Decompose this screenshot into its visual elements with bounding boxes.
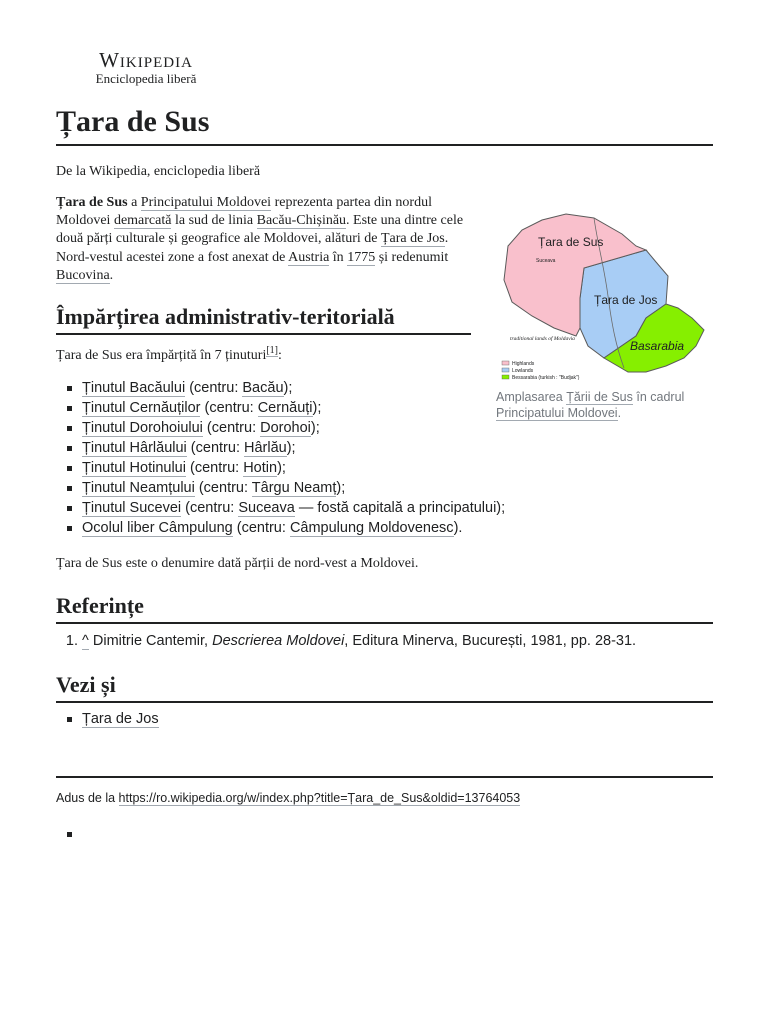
list-item [66,378,505,398]
caption-text: în cadrul [632,390,685,404]
reference-details: , Editura Minerva, București, 1981, pp. 28-31. [344,633,637,649]
item-text: (centru: [194,480,252,496]
item-text: ); [286,440,296,456]
reference-link-1[interactable]: [1] [266,345,278,357]
link-centru[interactable]: Bacău [242,380,284,396]
closing-paragraph: Țara de Sus este o denumire dată părții de nord-vest a Moldovei. [56,556,419,571]
bullet-icon [67,486,72,491]
logo-tagline: Enciclopedia liberă [95,71,197,86]
item-text: — fostă capitală a principatului); [294,500,506,516]
bullet-icon [67,386,72,391]
map-label-tara-de-sus: Țara de Sus [538,235,604,249]
item-text: (centru: [202,420,261,436]
link-tinut[interactable]: Ținutul Dorohoiului [82,420,203,436]
link-tinut[interactable]: Ținutul Sucevei [82,500,182,516]
list-item [66,709,159,729]
link-bacau-chisinau[interactable]: Bacău-Chișinău [256,213,347,229]
map-label-suceava: Suceava [536,258,556,264]
list-item [66,458,505,478]
legend-highlands: Highlands [512,361,535,367]
item-text: ); [336,480,346,496]
item-text: ). [453,520,463,536]
wikipedia-logo[interactable] [76,48,216,86]
intro-paragraph [56,194,473,285]
link-centru[interactable]: Târgu Neamț [251,480,337,496]
intro-text: și redenumit [375,249,449,265]
legend-lowlands: Lowlands [512,368,534,374]
caption-text: . [617,406,622,420]
link-centru[interactable]: Cernăuți [257,400,313,416]
link-principatul-moldovei[interactable]: Principatului Moldovei [140,195,272,210]
intro-text: . Este una dintre cele două părți culturale și geografice ale Moldovei, alături de [56,213,464,247]
link-see-also-tara-de-jos[interactable]: Țara de Jos [82,711,159,727]
bullet-icon [67,426,72,431]
section-heading-impartirea: Împărțirea administrativ-teritorială [56,303,471,335]
intro-bold-term: Țara de Sus [56,195,128,210]
bullet-icon [67,446,72,451]
source-label: Adus de la [56,791,119,805]
bullet-icon [67,526,72,531]
intro-text: în [329,249,348,265]
bullet-icon [67,717,72,722]
moldavia-map-image[interactable] [496,206,710,386]
link-centru[interactable]: Hotin [243,460,278,476]
item-text: ); [283,380,293,396]
lead-text: Țara de Sus era împărțită în 7 ținuturi [56,348,267,363]
link-centru[interactable]: Suceava [238,500,295,516]
list-item [66,478,505,498]
list-item [66,498,505,518]
lead-text: : [278,348,282,363]
reference-item [56,631,636,651]
list-item [66,518,505,538]
intro-text: . [109,267,114,283]
caption-link-tarii-de-sus[interactable]: Țării de Sus [566,390,633,404]
source-footer [56,790,520,806]
link-tinut[interactable]: Ținutul Neamțului [82,480,195,496]
caption-text: Amplasarea [496,390,567,404]
item-text: (centru: [186,440,244,456]
list-item [66,438,505,458]
link-tara-de-jos[interactable]: Țara de Jos [380,231,445,247]
item-text: (centru: [232,520,290,536]
map-label-tara-de-jos: Țara de Jos [594,293,658,307]
reference-number: 1. [65,633,78,649]
link-tinut[interactable]: Ținutul Bacăului [82,380,186,396]
caption-link-principatului[interactable]: Principatului Moldovei [496,406,618,420]
intro-text: a [127,195,141,210]
bullet-icon [67,506,72,511]
section-heading-vezi-si: Vezi și [56,671,713,703]
reference-author: Dimitrie Cantemir, [88,633,213,649]
list-item [66,418,505,438]
source-url-link[interactable]: https://ro.wikipedia.org/w/index.php?title=Țara_de_Sus&oldid=13764053 [118,791,521,805]
link-centru[interactable]: Câmpulung Moldovenesc [289,520,454,536]
footer-divider [56,776,713,778]
map-label-traditional: traditional lands of Moldavia [510,336,575,342]
reference-backlink[interactable]: ^ [82,633,89,649]
item-text: (centru: [185,460,244,476]
tinuturi-list [66,378,505,538]
legend-bessarabia: Bessarabia (turkish : "Budjak") [512,375,580,381]
item-text: (centru: [200,400,258,416]
logo-wordmark: Wikipedia [99,48,193,72]
link-tinut[interactable]: Ocolul liber Câmpulung [82,520,233,536]
map-infobox [496,206,710,421]
link-centru[interactable]: Hârlău [244,440,287,456]
map-caption [496,389,710,421]
item-text: ); [312,400,322,416]
see-also-list [66,709,159,729]
map-label-basarabia: Basarabia [630,339,685,353]
item-text: ); [277,460,286,476]
references-list [56,631,636,651]
link-centru[interactable]: Dorohoi [260,420,311,436]
intro-text: la sud de linia [171,213,257,229]
section-heading-referinte: Referințe [56,592,713,624]
bullet-icon [67,832,72,837]
page-title: Țara de Sus [56,104,713,146]
item-text: (centru: [181,500,239,516]
link-tinut[interactable]: Ținutul Hotinului [82,460,186,476]
item-text: ); [310,420,320,436]
bullet-icon [67,406,72,411]
link-tinut[interactable]: Ținutul Cernăuților [82,400,201,416]
bullet-icon [67,466,72,471]
item-text: (centru: [185,380,243,396]
link-tinut[interactable]: Ținutul Hârlăului [82,440,187,456]
link-1775[interactable]: 1775 [347,249,376,265]
list-item [66,398,505,418]
tinuturi-lead [56,347,282,365]
link-demarcata[interactable]: demarcată [113,213,172,229]
site-subtitle: De la Wikipedia, enciclopedia liberă [56,164,261,179]
reference-work-title: Descrierea Moldovei [212,633,345,649]
link-bucovina[interactable]: Bucovina [56,267,110,283]
intro-text: . Nord-vestul acestei zone a fost anexat de [56,231,449,265]
link-austria[interactable]: Austria [288,249,330,265]
intro-text: reprezenta partea din nordul Moldovei [56,195,432,229]
